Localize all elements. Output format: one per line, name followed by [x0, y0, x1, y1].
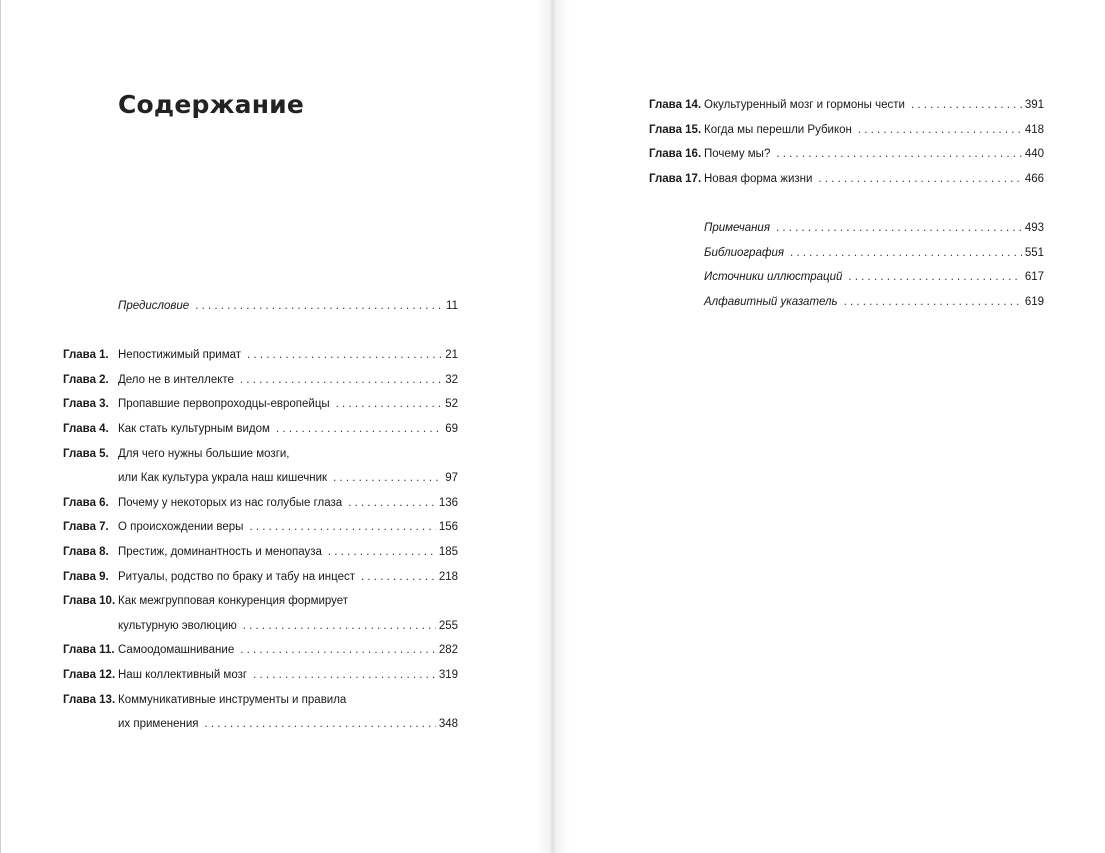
toc-entry-body — [118, 392, 458, 417]
toc-list-right — [649, 93, 1044, 314]
chapter-title: Почему у некоторых из нас голубые глаза — [118, 496, 343, 509]
page-number: 11 — [446, 300, 458, 312]
toc-entry — [649, 265, 1044, 290]
chapter-label: Глава 13. — [63, 693, 116, 706]
page-number: 391 — [1024, 99, 1044, 111]
toc-entry-body — [704, 142, 1044, 167]
leader-dots — [776, 142, 1021, 167]
toc-entry-body — [118, 589, 458, 614]
toc-entry-body — [704, 167, 1044, 192]
toc-entry-body — [118, 368, 458, 393]
page-number: 319 — [438, 668, 458, 681]
chapter-label: Глава 12. — [63, 668, 116, 681]
leader-dots — [336, 392, 443, 417]
toc-entry-body — [118, 491, 458, 516]
toc-entry-body — [118, 688, 458, 713]
chapter-title: или Как культура украла наш кишечник — [118, 472, 328, 485]
toc-entry-body — [118, 565, 458, 590]
leader-dots — [204, 712, 435, 737]
chapter-title: Предисловие — [118, 300, 190, 312]
chapter-title: культурную эволюцию — [118, 619, 237, 632]
toc-list-left — [63, 294, 458, 737]
toc-entry — [649, 216, 1044, 241]
chapter-label: Глава 5. — [63, 447, 109, 460]
toc-spacer — [63, 319, 458, 344]
leader-dots — [243, 614, 436, 639]
toc-entry — [63, 515, 458, 540]
leader-dots — [240, 368, 442, 393]
chapter-title: Новая форма жизни — [704, 172, 813, 185]
chapter-title: Престиж, доминантность и менопауза — [118, 545, 322, 558]
toc-entry — [63, 368, 458, 393]
toc-entry-body — [704, 241, 1044, 266]
toc-entry — [63, 565, 458, 590]
page-number: 440 — [1024, 148, 1044, 161]
page-number: 282 — [438, 644, 458, 657]
chapter-title: Непостижимый примат — [118, 349, 242, 362]
toc-entry — [63, 442, 458, 467]
toc-entry-body — [118, 614, 458, 639]
chapter-title: Окультуренный мозг и гормоны чести — [704, 99, 905, 111]
toc-entry — [649, 93, 1044, 118]
leader-dots — [247, 343, 442, 368]
page-number: 21 — [445, 349, 458, 362]
toc-entry-body — [118, 343, 458, 368]
chapter-label: Глава 8. — [63, 545, 109, 558]
toc-entry-body — [704, 118, 1044, 143]
page-number: 156 — [438, 521, 458, 534]
page-number: 619 — [1024, 295, 1044, 308]
page-number: 69 — [445, 422, 458, 435]
toc-entry — [63, 343, 458, 368]
leader-dots — [844, 290, 1022, 315]
toc-entry — [63, 712, 458, 737]
leader-dots — [253, 663, 436, 688]
chapter-title: Как межгрупповая конкуренция формирует — [118, 595, 349, 608]
toc-entry — [649, 142, 1044, 167]
toc-entry-body — [118, 712, 458, 737]
leader-dots — [858, 118, 1022, 143]
page-number: 348 — [438, 718, 458, 731]
leader-dots — [249, 515, 435, 540]
toc-entry-body — [118, 663, 458, 688]
page-number: 466 — [1024, 172, 1044, 185]
chapter-title: Пропавшие первопроходцы-европейцы — [118, 398, 330, 411]
page-number: 218 — [438, 570, 458, 583]
leader-dots — [348, 491, 436, 516]
chapter-label: Глава 17. — [649, 172, 702, 185]
chapter-label: Глава 4. — [63, 422, 109, 435]
chapter-title: Дело не в интеллекте — [118, 373, 234, 386]
leader-dots — [276, 417, 442, 442]
chapter-label: Глава 7. — [63, 521, 109, 534]
chapter-title: Как стать культурным видом — [118, 422, 270, 435]
page-number: 32 — [445, 373, 458, 386]
leader-dots — [776, 216, 1022, 241]
page-number: 551 — [1024, 246, 1044, 259]
toc-entry — [63, 540, 458, 565]
chapter-label: Глава 16. — [649, 148, 702, 161]
chapter-label: Глава 1. — [63, 349, 109, 362]
toc-entry-body — [118, 294, 458, 319]
page-number: 136 — [438, 496, 458, 509]
chapter-title: Источники иллюстраций — [704, 271, 843, 284]
chapter-title: Почему мы? — [704, 148, 771, 161]
chapter-title: Наш коллективный мозг — [118, 668, 248, 681]
chapter-label: Глава 14. — [649, 99, 702, 111]
page-number: 418 — [1024, 123, 1044, 136]
toc-entry — [649, 241, 1044, 266]
left-page — [0, 0, 552, 853]
toc-entry — [63, 294, 458, 319]
chapter-title: Примечания — [704, 221, 770, 234]
toc-entry — [63, 688, 458, 713]
toc-entry — [63, 589, 458, 614]
toc-entry-body — [704, 93, 1044, 118]
toc-entry — [649, 290, 1044, 315]
toc-entry-body — [704, 290, 1044, 315]
page-number: 255 — [438, 619, 458, 632]
page-number: 97 — [445, 472, 458, 485]
page-title: Содержание — [118, 90, 305, 119]
toc-entry-body — [118, 638, 458, 663]
leader-dots — [848, 265, 1021, 290]
leader-dots — [361, 565, 436, 590]
toc-entry-body — [704, 216, 1044, 241]
toc-entry-body — [118, 442, 458, 467]
right-page — [553, 0, 1105, 853]
toc-entry — [649, 118, 1044, 143]
chapter-title: их применения — [118, 718, 199, 731]
chapter-title: Когда мы перешли Рубикон — [704, 123, 852, 136]
leader-dots — [818, 167, 1021, 192]
chapter-label: Глава 2. — [63, 373, 109, 386]
chapter-title: Алфавитный указатель — [704, 295, 838, 308]
toc-entry-body — [118, 466, 458, 491]
page-number: 52 — [445, 398, 458, 411]
page-number: 617 — [1024, 271, 1044, 284]
leader-dots — [333, 466, 442, 491]
toc-entry-body — [118, 540, 458, 565]
chapter-label: Глава 11. — [63, 644, 115, 657]
chapter-label: Глава 15. — [649, 123, 702, 136]
toc-entry — [63, 663, 458, 688]
leader-dots — [790, 241, 1022, 266]
chapter-label: Глава 10. — [63, 595, 116, 608]
toc-entry — [63, 392, 458, 417]
leader-dots — [195, 294, 443, 319]
leader-dots — [911, 93, 1022, 118]
chapter-label: Глава 6. — [63, 496, 109, 509]
toc-entry-body — [118, 417, 458, 442]
page-number: 493 — [1024, 221, 1044, 234]
leader-dots — [240, 638, 436, 663]
toc-spacer — [649, 191, 1044, 216]
chapter-title: Самоодомашнивание — [118, 644, 235, 657]
chapter-label: Глава 3. — [63, 398, 109, 411]
chapter-label: Глава 9. — [63, 570, 109, 583]
toc-entry-body — [118, 515, 458, 540]
chapter-title: Коммуникативные инструменты и правила — [118, 693, 347, 706]
chapter-title: О происхождении веры — [118, 521, 244, 534]
toc-entry — [63, 614, 458, 639]
chapter-title: Для чего нужны большие мозги, — [118, 447, 290, 460]
toc-entry — [63, 638, 458, 663]
toc-entry — [63, 466, 458, 491]
page-number: 185 — [438, 545, 458, 558]
leader-dots — [328, 540, 436, 565]
toc-entry — [63, 417, 458, 442]
chapter-title: Библиография — [704, 246, 784, 259]
toc-entry-body — [704, 265, 1044, 290]
toc-entry — [63, 491, 458, 516]
toc-entry — [649, 167, 1044, 192]
chapter-title: Ритуалы, родство по браку и табу на инцест — [118, 570, 356, 583]
